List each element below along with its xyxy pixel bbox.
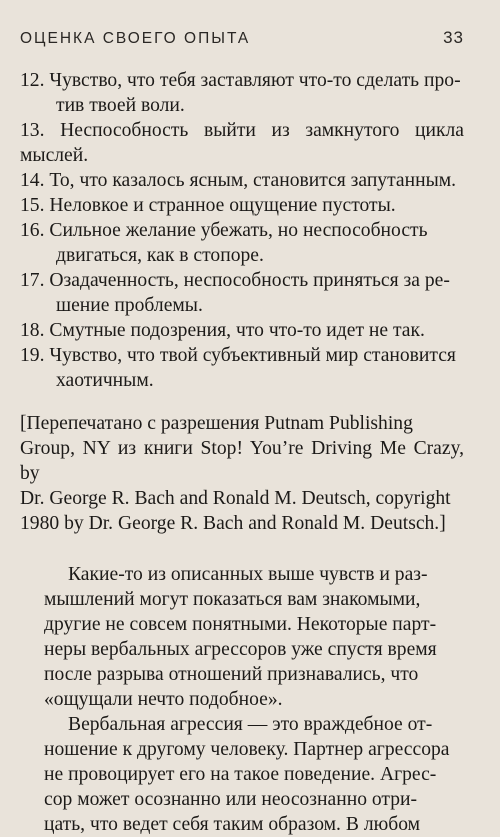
body-paragraph: [20, 562, 464, 712]
list-item-line: 19. Чувство, что твой субъективный мир становится: [20, 345, 456, 366]
list-item-line: тив твоей воли.: [56, 95, 185, 116]
paragraph-line: после разрыва отношений признавались, что: [44, 664, 419, 685]
list-item-line: шение проблемы.: [56, 295, 203, 316]
running-title: ОЦЕНКА СВОЕГО ОПЫТА: [20, 30, 251, 47]
paragraph-line: цать, что ведет себя таким образом. В любом: [44, 814, 421, 835]
paragraph-line: другие не совсем понятными. Некоторые парт-: [44, 614, 437, 635]
list-item: [20, 268, 464, 318]
list-item-line: 14. То, что казалось ясным, становится запутанным.: [20, 170, 457, 191]
list-item-line: 12. Чувство, что тебя заставляют что-то сделать про-: [20, 70, 461, 91]
list-item: [20, 218, 464, 268]
paragraph-line: сор может осознанно или неосознанно отри-: [44, 789, 418, 810]
paragraph-line: ношение к другому человеку. Партнер агрессора: [44, 739, 450, 760]
symptom-list: [20, 68, 464, 393]
paragraph-line: «ощущали нечто подобное».: [44, 689, 283, 710]
page-content: [20, 68, 464, 837]
list-item-line: 18. Смутные подозрения, что что-то идет не так.: [20, 320, 425, 341]
list-item-line: 15. Неловкое и странное ощущение пустоты.: [20, 195, 396, 216]
list-item: [20, 343, 464, 393]
paragraph-line: Какие-то из описанных выше чувств и раз-: [68, 564, 428, 585]
list-item: [20, 168, 464, 193]
paragraph-line: не провоцирует его на такое поведение. Агрес-: [44, 764, 437, 785]
list-item-line: хаотичным.: [56, 370, 154, 391]
citation-line: [Перепечатано с разрешения Putnam Publishing: [20, 413, 413, 434]
list-item-line: двигаться, как в стопоре.: [56, 245, 264, 266]
page-number: 33: [443, 28, 464, 47]
paragraph-line: неры вербальных агрессоров уже спустя время: [44, 639, 437, 660]
paragraph-line: Вербальная агрессия — это враждебное от-: [68, 714, 433, 735]
list-item-line: 16. Сильное желание убежать, но неспособность: [20, 220, 428, 241]
page-header: [20, 28, 464, 48]
citation-line: Dr. George R. Bach and Ronald M. Deutsch, copyright: [20, 488, 451, 509]
list-item-line: 17. Озадаченность, неспособность приняться за ре-: [20, 270, 450, 291]
list-item: [20, 118, 464, 168]
list-item: [20, 68, 464, 118]
body-paragraph: [20, 712, 464, 837]
list-item: [20, 318, 464, 343]
list-item: [20, 193, 464, 218]
paragraph-line: мышлений могут показаться вам знакомыми,: [44, 589, 421, 610]
list-item-line: 13. Неспособность выйти из замкнутого цикла мыслей.: [20, 120, 464, 166]
citation-line: Group, NY из книги Stop! You’re Driving Me Crazy, by: [20, 438, 464, 484]
citation-line: 1980 by Dr. George R. Bach and Ronald M. Deutsch.]: [20, 513, 446, 534]
copyright-citation: [20, 411, 464, 536]
